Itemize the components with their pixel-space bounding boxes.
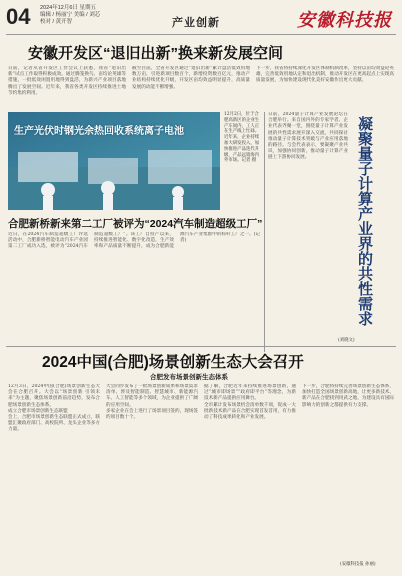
issue-meta <box>40 5 100 26</box>
editor-line: 编辑 / 杨丽宁 美编 / 刘芯 <box>40 12 101 18</box>
article3-col3: 据了解，合肥近年来持续推进场景创新，通过“城市即场景”“政府即平台”等理念，为新技术新产品提供应用舞台。 全市累计发布场景机会清单数千项，促成一大批新技术新产品在合肥实现首发首用，有力推动了科技成果转化和产业发展。 <box>204 384 296 421</box>
side-vertical-title: 凝聚量子计算产业界的共性需求 <box>356 116 373 326</box>
photo-caption: 12月2日，位于合肥高新区的企业生产车间内，工人正在生产线上忙碌。近年来，企业持续加大研发投入，加快推进产品迭代升级，产品远销海内外市场。记者 摄 <box>224 112 260 164</box>
side-divider <box>264 112 265 352</box>
article1-col3: 下一步，我省将持续深化开发区体制机制改革，坚持以亩均效益论英雄，完善低效用地认定和退出机制，推动开发区在更高起点上实现高质量发展，为加快建设现代化美好安徽作出更大贡献。 <box>256 66 394 84</box>
section-rule <box>6 346 396 347</box>
article2-headline: 合肥新桥新来第二工厂被评为“2024汽车制造超级工厂” <box>8 218 263 230</box>
factory-photo <box>8 112 220 210</box>
header-rule <box>6 34 396 35</box>
photo-overlay-title: 生产光伏时钢光余热回收系统离子电池 <box>14 126 184 137</box>
article3-byline: (安徽科技报 孙丽) <box>340 562 376 567</box>
article3-subtitle: 合肥发布场景创新生态体系 <box>150 374 228 381</box>
article3-headline: 2024中国(合肥)场景创新生态大会召开 <box>42 354 304 371</box>
section-title: 产业创新 <box>172 17 220 29</box>
article1-col1: 日前，记者从省开发区工作会议上获悉，我省“退旧出新”试点工作取得积极成效。通过腾笼换鸟、亩均论英雄等措施，一批低效闲置用地得到盘活，为新兴产业项目落地腾出了发展空间。近年来，我省各类开发区持续推进土地节约集约利用。 <box>8 66 126 96</box>
article1-col2: 截至目前，全省开发区通过“退旧出新”累计盘活低效用地数万亩，引进新项目数百个，新增投资数百亿元，推动产业结构持续优化升级，开发区亩均效益明显提升，高质量发展的动能不断增强。 <box>132 66 250 90</box>
side-body: 日前，2024量子计算产业发展论坛在合肥举行。来自国内外的专家学者、企业代表齐聚一堂，围绕量子计算产业发展的共性需求展开深入交流，共同探讨推动量子计算技术突破与产业应用落地的路径。与会代表表示，要凝聚产业共识，加强协同创新，推动量子计算产业链上下游协同发展。 <box>268 112 348 161</box>
page-number: 04 <box>6 4 31 29</box>
date-line: 2024年12月6日 星期五 <box>40 5 96 11</box>
article2-body: 近日，在2024汽车制造超级工厂评选活动中，合肥新桥智能电动汽车产业园第二工厂成功入选，被评为“2024汽车制造超级工厂”。该工厂自投产以来，持续推进智能化、数字化改造，生产效率和产品质量不断提升，成为合肥新能源汽车产业集群中的标杆工厂之一。(记者) <box>8 232 260 250</box>
newspaper-logo: 安徽科技报 <box>297 10 392 30</box>
article1-headline: 安徽开发区“退旧出新”换来新发展空间 <box>28 45 284 62</box>
side-byline: (刘晓文) <box>338 338 355 343</box>
proof-line: 校对 / 黄开智 <box>40 19 73 25</box>
article3-col4: 下一步，合肥将持续完善场景创新生态体系，加快打造全国场景创新高地，让更多新技术、新产品在合肥找到用武之地，为建设具有国际影响力的创新之都提供有力支撑。 <box>302 384 394 408</box>
article3-col2: 大会同步发布了一批场景创新成果和场景需求清单，涉及智能制造、智慧城市、新能源汽车、人工智能等多个领域，为企业提供了广阔的应用空间。 多家企业在会上进行了场景项目签约，现场签约项目数十个。 <box>106 384 198 421</box>
page-header <box>0 0 402 42</box>
article3-col1: 12月3日，2024中国(合肥)场景创新生态大会在合肥召开。大会以“场景创新 引领未来”为主题，聚焦场景创新前沿趋势，发布合肥场景创新生态体系。 成立合肥市场景创新生态联盟 会上，合肥市场景创新生态联盟正式成立，联盟汇聚政府部门、高校院所、龙头企业等多方力量。 <box>8 384 100 433</box>
